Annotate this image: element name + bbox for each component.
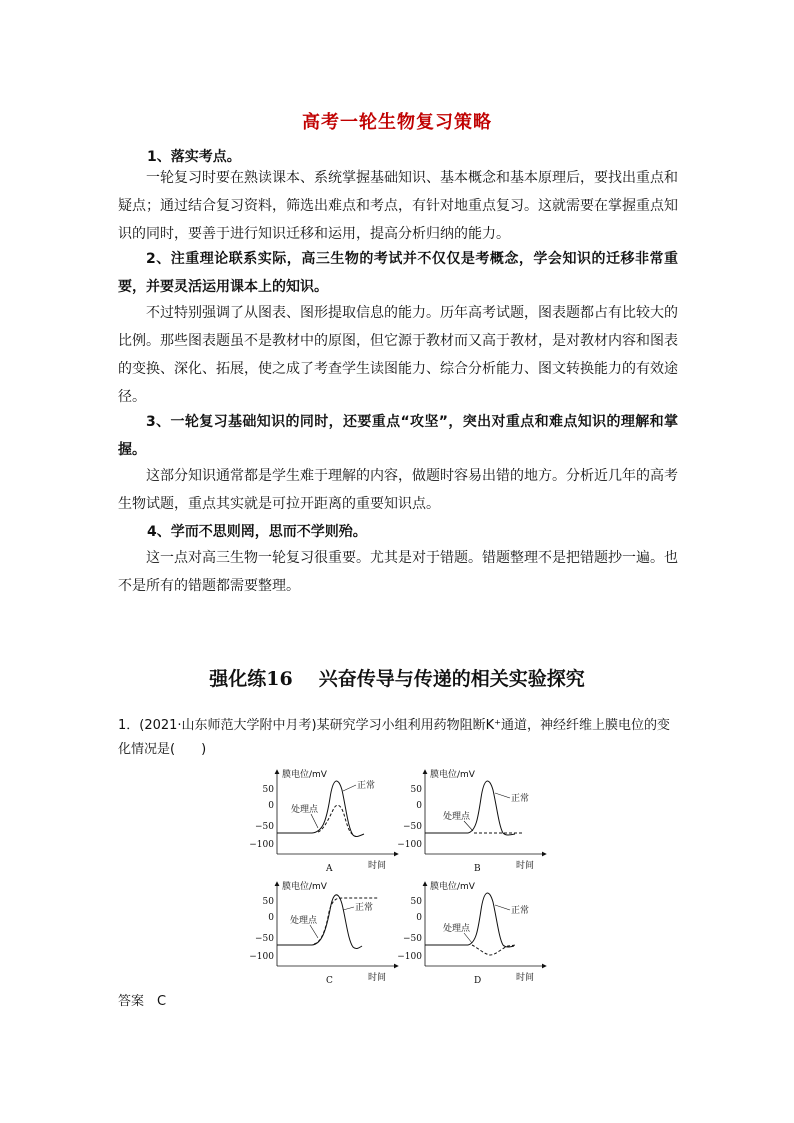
tick-label: −100 [397,840,422,850]
section-1-heading: 1、落实考点。 [147,149,241,165]
y-axis-label: 膜电位/mV [430,770,475,780]
tick-label: 0 [268,913,274,923]
exercise-title-prefix: 强化练 [209,668,267,690]
tick-label: −100 [249,952,274,962]
section-3-heading: 3、一轮复习基础知识的同时，还要重点“攻坚”，突出对重点和难点知识的理解和掌握。 [118,414,678,458]
tick-label: 50 [262,897,274,907]
x-axis-label: 时间 [368,973,387,983]
exercise-title-text: 兴奋传导与传递的相关实验探究 [318,668,585,690]
treated-curve [318,805,354,835]
normal-label: 正常 [357,781,376,791]
treatment-point-label: 处理点 [443,924,471,934]
tick-label: 0 [416,913,422,923]
tick-label: −50 [255,934,274,944]
graph-letter: B [474,864,481,874]
tick-label: 50 [410,897,422,907]
y-axis-label: 膜电位/mV [430,882,475,892]
treatment-point-label: 处理点 [291,805,319,815]
graph-a [250,768,400,873]
tick-label: 50 [410,785,422,795]
tick-label: −100 [397,952,422,962]
section-3-body: 这部分知识通常都是学生难于理解的内容，做题时容易出错的地方。分析近几年的高考生物试题，重点其实就是可拉开距离的重要知识点。 [118,468,678,512]
normal-label: 正常 [511,794,530,804]
tick-label: −50 [403,934,422,944]
y-axis-label: 膜电位/mV [282,770,327,780]
tick-label: −50 [255,822,274,832]
graph-letter: C [326,976,333,986]
section-4-heading: 4、学而不思则罔，思而不学则殆。 [147,524,367,540]
section-1-body: 一轮复习时要在熟读课本、系统掌握基础知识、基本概念和基本原理后，要找出重点和疑点；通过结合复习资料，筛选出难点和考点，有针对地重点复习。这就需要在掌握重点知识的同时，要善于进行知识迁移和运用，提高分析归纳的能力。 [118,170,678,242]
section-4-body: 这一点对高三生物一轮复习很重要。尤其是对于错题。错题整理不是把错题抄一遍。也不是所有的错题都需要整理。 [118,550,678,594]
graph-c [250,880,400,985]
section-2-body: 不过特别强调了从图表、图形提取信息的能力。历年高考试题，图表题都占有比较大的比例。那些图表题虽不是教材中的原图，但它源于教材而又高于教材，是对教材内容和图表的变换、深化、拓展，使之成了考查学生读图能力、综合分析能力、图文转换能力的有效途径。 [118,305,678,405]
x-axis-label: 时间 [368,861,387,871]
treatment-point-label: 处理点 [443,812,471,822]
normal-label: 正常 [511,906,530,916]
tick-label: 0 [268,801,274,811]
tick-label: 50 [262,785,274,795]
question-text: 1．(2021·山东师范大学附中月考)某研究学习小组利用药物阻断K⁺通道，神经纤维上膜电位的变化情况是( ) [118,718,671,757]
tick-label: −100 [249,840,274,850]
answer-text: 答案 C [118,994,167,1009]
exercise-title [0,664,794,691]
normal-label: 正常 [355,903,374,913]
graph-d [398,880,548,985]
x-axis-label: 时间 [516,861,535,871]
normal-curve [425,781,515,835]
graph-b [398,768,548,873]
tick-label: −50 [403,822,422,832]
x-axis-label: 时间 [516,973,535,983]
graph-letter: A [326,864,333,874]
page-title: 高考一轮生物复习策略 [302,112,492,133]
tick-label: 0 [416,801,422,811]
treatment-point-label: 处理点 [290,916,318,926]
exercise-title-number: 16 [266,668,293,690]
section-2-heading: 2、注重理论联系实际，高三生物的考试并不仅仅是考概念，学会知识的迁移非常重要，并要灵活运用课本上的知识。 [118,251,678,295]
normal-curve [425,893,514,947]
graph-letter: D [474,976,482,986]
y-axis-label: 膜电位/mV [282,882,327,892]
